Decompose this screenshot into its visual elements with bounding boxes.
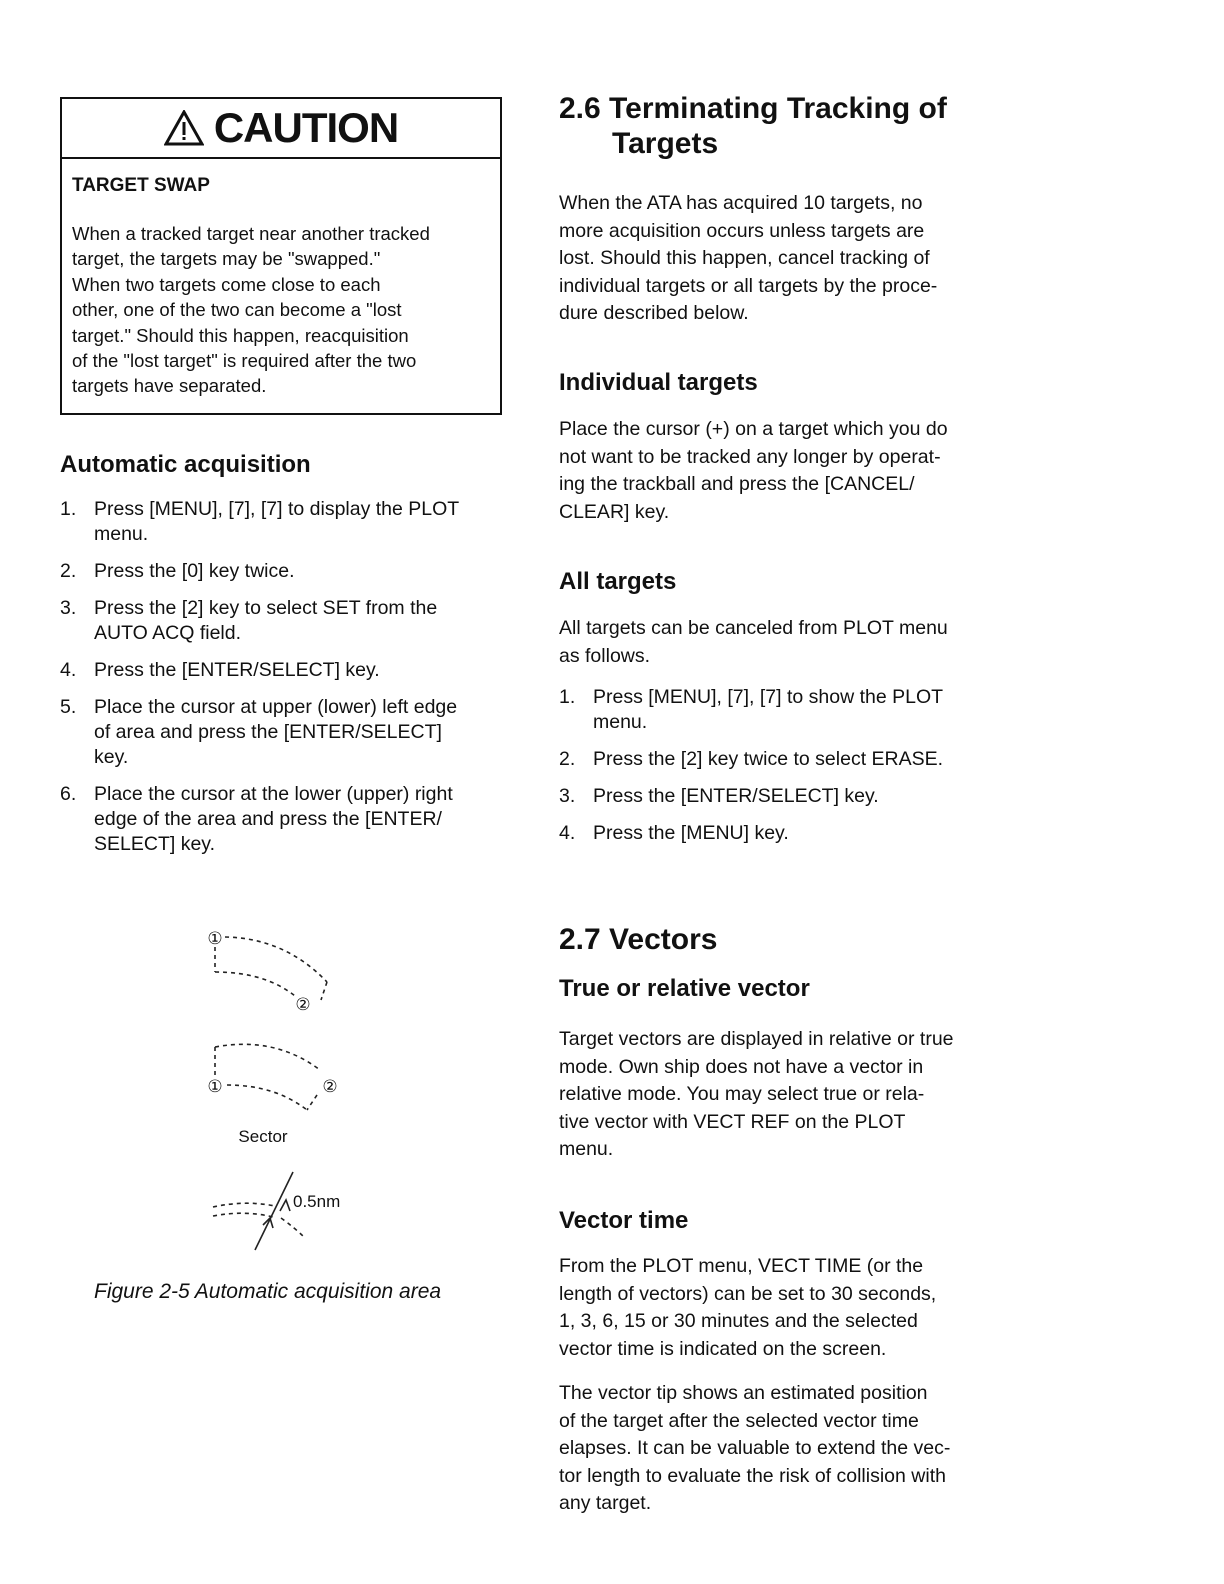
step-text: key. [94, 746, 129, 768]
caution-line: target, the targets may be "swapped." [72, 248, 381, 270]
caution-title: CAUTION [213, 104, 399, 151]
step-text: Press the [0] key twice. [94, 560, 295, 582]
sector-label: Sector [238, 1127, 288, 1146]
section-2-6-intro [559, 190, 1009, 328]
vector-time-heading: Vector time [559, 1207, 689, 1234]
distance-label: 0.5nm [293, 1192, 341, 1211]
list-item [559, 747, 1009, 772]
sector-inner-arc [227, 1085, 307, 1110]
text-line: as follows. [559, 644, 651, 667]
text-line: When the ATA has acquired 10 targets, no [559, 192, 923, 214]
step-text: Place the cursor at the lower (upper) right [94, 783, 453, 805]
text-line: menu. [559, 1138, 614, 1160]
arrow-head [280, 1200, 290, 1211]
range-arc [213, 1203, 275, 1207]
marker-two: ② [295, 995, 311, 1015]
sector-outer-arc [225, 937, 327, 982]
text-line: All targets can be canceled from PLOT menu [559, 617, 948, 639]
text-line: more acquisition occurs unless targets are [559, 219, 925, 242]
auto-acquisition-heading: Automatic acquisition [60, 451, 311, 478]
sector-side [307, 1095, 317, 1110]
heading-line: 2.6 Terminating Tracking of [559, 92, 947, 125]
text-line: length of vectors) can be set to 30 seconds, [559, 1282, 937, 1305]
auto-acquisition-steps [60, 497, 510, 869]
step-number: 6. [60, 783, 77, 805]
text-line: tor length to evaluate the risk of collision with [559, 1464, 946, 1487]
marker-one: ① [207, 929, 223, 949]
caution-line: When two targets come close to each [72, 273, 381, 295]
list-item [60, 596, 510, 646]
text-line: elapses. It can be valuable to extend the vec- [559, 1437, 951, 1459]
text-line: vector time is indicated on the screen. [559, 1337, 887, 1360]
step-text: Press the [ENTER/SELECT] key. [593, 785, 879, 807]
acquisition-area-figure [195, 920, 385, 1260]
heading-line: Targets [612, 127, 719, 160]
text-line: CLEAR] key. [559, 500, 670, 523]
text-line: individual targets or all targets by the proce- [559, 274, 938, 297]
text-line: lost. Should this happen, cancel tracking of [559, 247, 930, 269]
step-text: menu. [94, 523, 149, 545]
sector-inner-arc [215, 972, 295, 996]
all-targets-intro [559, 615, 1009, 670]
list-item [60, 559, 510, 584]
marker-two: ② [322, 1077, 338, 1097]
text-line: of the target after the selected vector time [559, 1409, 919, 1432]
text-line: dure described below. [559, 302, 749, 324]
caution-line: target." Should this happen, reacquisition [72, 324, 409, 346]
text-line: not want to be tracked any longer by operat- [559, 445, 941, 468]
step-text: AUTO ACQ field. [94, 622, 242, 644]
list-item [60, 782, 510, 857]
step-text: Press the [ENTER/SELECT] key. [94, 659, 380, 681]
range-arc [281, 1218, 305, 1238]
text-line: mode. Own ship does not have a vector in [559, 1055, 924, 1078]
list-item [559, 784, 1009, 809]
vector-tip-text [559, 1380, 1009, 1518]
text-line: Place the cursor (+) on a target which you do [559, 418, 948, 440]
text-line: relative mode. You may select true or rela- [559, 1083, 925, 1105]
step-text: SELECT] key. [94, 833, 216, 855]
step-number: 5. [60, 696, 77, 718]
text-line: tive vector with VECT REF on the PLOT [559, 1110, 906, 1133]
step-text: menu. [593, 711, 648, 733]
step-number: 4. [60, 659, 77, 681]
step-number: 4. [559, 822, 576, 844]
list-item [60, 695, 510, 770]
range-line [255, 1172, 293, 1250]
section-2-6-heading [559, 91, 947, 161]
caution-line: When a tracked target near another tracked [72, 223, 430, 244]
true-relative-text [559, 1026, 1009, 1164]
true-relative-heading: True or relative vector [559, 975, 810, 1002]
warning-icon [164, 110, 204, 146]
step-number: 1. [60, 498, 77, 520]
section-2-7-heading: 2.7 Vectors [559, 923, 718, 956]
caution-line: other, one of the two can become a "lost [72, 299, 402, 321]
list-item [60, 658, 510, 683]
step-text: Press [MENU], [7], [7] to show the PLOT [593, 686, 944, 708]
step-text: Press the [MENU] key. [593, 822, 789, 844]
text-line: From the PLOT menu, VECT TIME (or the [559, 1255, 924, 1277]
caution-body [72, 221, 502, 399]
step-number: 2. [60, 560, 77, 582]
range-arc [213, 1213, 273, 1217]
vector-time-text [559, 1253, 1009, 1363]
step-text: of area and press the [ENTER/SELECT] [94, 721, 442, 743]
caution-header [62, 99, 500, 159]
step-text: Press the [2] key to select SET from the [94, 597, 438, 619]
caution-line: of the "lost target" is required after the two [72, 350, 417, 372]
step-number: 1. [559, 686, 576, 708]
caution-subtitle: TARGET SWAP [72, 175, 210, 196]
step-number: 3. [559, 785, 576, 807]
text-line: The vector tip shows an estimated position [559, 1382, 928, 1404]
text-line: any target. [559, 1492, 652, 1514]
step-text: Press [MENU], [7], [7] to display the PLOT [94, 498, 460, 520]
individual-targets-heading: Individual targets [559, 369, 758, 396]
list-item [559, 685, 1009, 735]
caution-box [60, 97, 502, 415]
all-targets-steps [559, 685, 1009, 858]
sector-side [321, 982, 327, 1000]
marker-one: ① [207, 1077, 223, 1097]
sector-outer-arc [215, 1044, 320, 1070]
text-line: 1, 3, 6, 15 or 30 minutes and the selected [559, 1310, 918, 1332]
individual-targets-text [559, 416, 1009, 526]
caution-line: targets have separated. [72, 375, 267, 397]
text-line: Target vectors are displayed in relative or true [559, 1028, 954, 1050]
step-text: edge of the area and press the [ENTER/ [94, 808, 442, 830]
figure-caption: Figure 2-5 Automatic acquisition area [94, 1280, 442, 1303]
list-item [559, 821, 1009, 846]
step-text: Press the [2] key twice to select ERASE. [593, 748, 944, 770]
step-number: 2. [559, 748, 576, 770]
list-item [60, 497, 510, 547]
all-targets-heading: All targets [559, 568, 677, 595]
text-line: ing the trackball and press the [CANCEL/ [559, 473, 915, 495]
step-text: Place the cursor at upper (lower) left edge [94, 696, 458, 718]
step-number: 3. [60, 597, 77, 619]
